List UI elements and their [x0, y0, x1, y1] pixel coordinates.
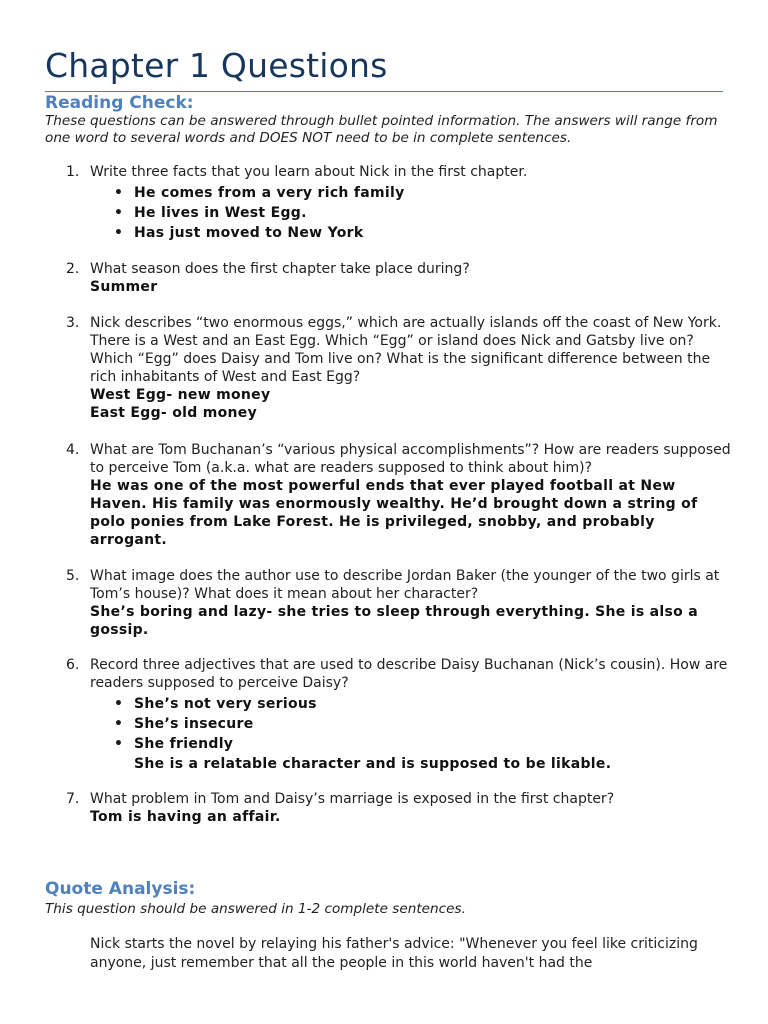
- question-text: What problem in Tom and Daisy’s marriage is exposed in the first chapter?: [90, 791, 615, 807]
- answer-note: She is a relatable character and is supposed to be likable.: [134, 756, 612, 772]
- question-text: What image does the author use to describe Jordan Baker (the younger of the two girls at Tom’s house)? What does it mean about her character?: [90, 568, 720, 602]
- answer-bullet: • She’s insecure: [114, 716, 254, 732]
- question-text: What are Tom Buchanan’s “various physical accomplishments”? How are readers supposed to perceive Tom (a.k.a. what are readers supposed to think about him)?: [90, 442, 731, 476]
- question-text: Nick describes “two enormous eggs,” which are actually islands off the coast of New York. There is a West and an East Egg. Which “Egg” or island does Nick and Gatsby live on? Which “Egg” does Daisy and Tom live on? What is the significant difference between the rich inhabitants of West and East Egg?: [90, 315, 722, 385]
- question-7: [66, 790, 736, 826]
- question-text: What season does the first chapter take place during?: [90, 261, 470, 277]
- answer-bullet: • Has just moved to New York: [114, 225, 364, 241]
- question-text: Record three adjectives that are used to describe Daisy Buchanan (Nick’s cousin). How are readers supposed to perceive Daisy?: [90, 657, 728, 691]
- answer-bullet-list: [90, 694, 736, 774]
- question-number: 4.: [66, 442, 80, 458]
- bullet-icon: •: [114, 736, 123, 752]
- page-title: Chapter 1 Questions: [45, 46, 388, 85]
- answer-text: He was one of the most powerful ends that ever played football at New Haven. His family was enormously wealthy. He’d brought down a string of polo ponies from Lake Forest. He is privileged, snobby, and probably arrogant.: [90, 478, 698, 548]
- question-2: [66, 260, 736, 296]
- bullet-icon: •: [114, 225, 123, 241]
- answer-bullet: • She friendly: [114, 736, 234, 752]
- bullet-icon: •: [114, 696, 123, 712]
- question-5: [66, 567, 736, 639]
- answer-text: Summer: [90, 279, 158, 295]
- question-number: 5.: [66, 568, 80, 584]
- answer-text: East Egg- old money: [90, 405, 258, 421]
- question-3: [66, 314, 736, 422]
- quote-analysis-instructions: This question should be answered in 1-2 complete sentences.: [45, 901, 466, 917]
- question-text: Write three facts that you learn about Nick in the first chapter.: [90, 164, 528, 180]
- question-1: [66, 163, 736, 243]
- reading-check-heading: Reading Check:: [45, 93, 194, 113]
- question-number: 2.: [66, 261, 80, 277]
- answer-bullet: • He lives in West Egg.: [114, 205, 307, 221]
- question-4: [66, 441, 736, 549]
- answer-text: West Egg- new money: [90, 387, 271, 403]
- bullet-icon: •: [114, 185, 123, 201]
- question-number: 1.: [66, 164, 80, 180]
- answer-bullet-list: [90, 183, 736, 243]
- quote-paragraph: Nick starts the novel by relaying his father's advice: "Whenever you feel like criticizing anyone, just remember that all the people in this world haven't had the: [90, 936, 698, 971]
- answer-text: Tom is having an affair.: [90, 809, 281, 825]
- answer-bullet: • He comes from a very rich family: [114, 185, 405, 201]
- bullet-icon: •: [114, 205, 123, 221]
- quote-analysis-heading: Quote Analysis:: [45, 879, 196, 899]
- bullet-icon: •: [114, 716, 123, 732]
- answer-text: She’s boring and lazy- she tries to sleep through everything. She is also a gossip.: [90, 604, 698, 638]
- question-number: 6.: [66, 657, 80, 673]
- reading-check-instructions: These questions can be answered through bullet pointed information. The answers will range from one word to several words and DOES NOT need to be in complete sentences.: [45, 113, 718, 146]
- question-number: 7.: [66, 791, 80, 807]
- question-6: [66, 656, 736, 774]
- question-number: 3.: [66, 315, 80, 331]
- answer-bullet: • She’s not very serious: [114, 696, 317, 712]
